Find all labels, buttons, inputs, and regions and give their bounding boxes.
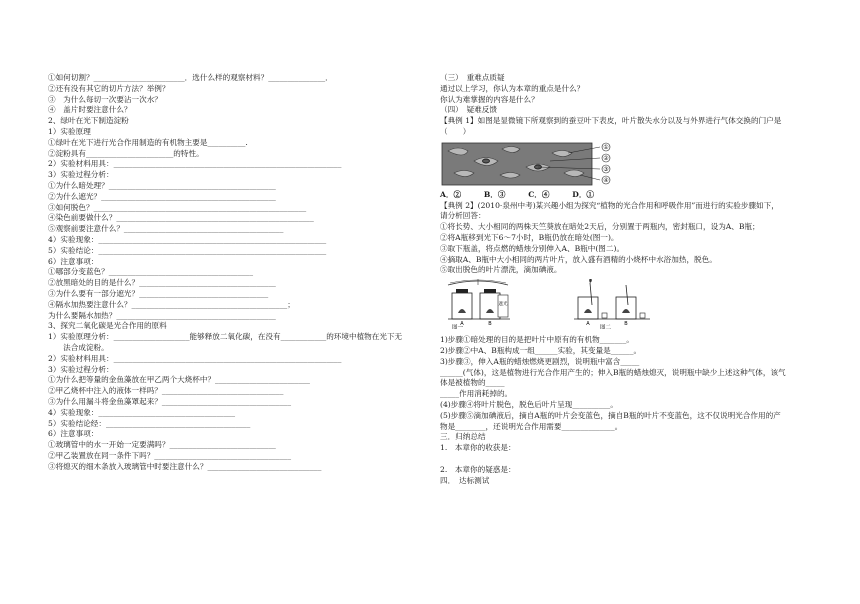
left-column-line: 5）实验结论经：______________________________________ <box>48 418 251 428</box>
experiment-apparatus-figure <box>440 279 700 329</box>
right-bottom-line: 2)步骤②中A、B瓶构成一组______实验，其变量是______。 <box>440 345 642 355</box>
leaf-label-3: ③ <box>603 165 609 173</box>
left-column-line: 2）实验材料用具：____________________________________________________________ <box>48 353 342 363</box>
right-bottom-line: 三．归纳总结 <box>440 432 486 442</box>
left-column-line: ①玻璃管中的水一开始一定要满吗？____________________________ <box>48 440 276 450</box>
jar-label-a1: A <box>460 321 464 328</box>
left-column-line: ⑤观察前要注意什么？__________________________________________ <box>48 224 284 234</box>
right-mid-line: ④摘取A、B瓶中大小相同的两片叶片，放入盛有酒精的小烧杯中水浴加热，脱色。 <box>440 254 717 264</box>
right-bottom-line <box>440 454 820 465</box>
right-mid-line: 【典例 2】(2010·泉州中考)某兴趣小组为探究“植物的光合作用和呼吸作用”而进行的实验步骤如下， <box>440 200 779 210</box>
jar-label-a2: A <box>586 321 590 328</box>
right-bottom-line: 1. 本章你的收获是： <box>440 443 516 453</box>
right-top-line: 【典例 1】如图是显微镜下所观察到的蚕豆叶下表皮，叶片散失水分以及与外界进行气体交换的门户是 <box>440 116 782 126</box>
figure-two-jars <box>574 279 650 329</box>
left-column-line: 1）实验原理分析：____________________能够释放二氧化碳，在没有____________的环境中植物在光下无 <box>48 332 403 342</box>
left-column-line: ③将熄灭的细木条放入玻璃管中时要注意什么？______________________________ <box>48 461 322 471</box>
left-column-line: ①为什么把等量的金鱼藻放在甲乙两个大烧杯中？_________________________ <box>48 375 310 385</box>
left-column-line: ①哪部分变蓝色？______________________________________ <box>48 267 254 277</box>
right-mid-line: ③取下瓶盖，将点燃的蜡烛分别伸入A、B瓶中(图二)。 <box>440 243 625 253</box>
left-column-line: ②还有没有其它的切片方法？举例？ <box>48 83 170 93</box>
right-bottom-line: 1)步骤①暗处理的目的是把叶片中原有的有机物_______。 <box>440 335 634 345</box>
left-column-line: 法合成淀粉。 <box>48 342 109 352</box>
example1-figure <box>440 141 820 187</box>
right-bottom-line: (4)步骤④将叶片脱色，脱色后叶片呈现__________。 <box>440 399 618 409</box>
leaf-label-1: ① <box>603 143 609 151</box>
left-column-line: ③为什么要有一部分遮光？__________________________________ <box>48 288 269 298</box>
left-column-line: 为什么要隔水加热？__________________________________________ <box>48 310 276 320</box>
right-bottom-line: ______(气体)，这是植物进行光合作用产生的；伸入B瓶的蜡烛熄灭，说明瓶中缺少上述这种气体，该气 <box>440 367 786 377</box>
right-mid-line: A．② B．③ C．④ D．① <box>440 189 595 199</box>
left-column-line: ①绿叶在光下进行光合作用制造的有机物主要是__________. <box>48 137 248 147</box>
left-column-line: ①如何切割？________________________．选什么样的观察材料？_______________． <box>48 73 333 82</box>
jar-label-b1: B <box>488 321 492 328</box>
left-column-line: ④染色前要做什么？____________________________________________________ <box>48 213 314 223</box>
left-column-line: 6）注意事项： <box>48 256 99 266</box>
left-column-line: 3）实验过程分析： <box>48 364 114 374</box>
left-column-line: 4）实验现象：____________________________________________________________ <box>48 234 327 244</box>
right-mid-line: 请分析回答： <box>440 211 486 221</box>
left-column-line: 3、探究二氧化碳是光合作用的原料 <box>48 321 167 331</box>
left-column-line: ③为什么用漏斗将金鱼藻罩起来？__________________________________ <box>48 396 291 406</box>
left-column-line: ①为什么暗处理？____________________________________________ <box>48 180 276 190</box>
right-bottom-line: 物是________，还说明光合作用需要______________。 <box>440 421 623 431</box>
right-mid-line: ①将长势、大小相同的两株天竺葵放在暗处2天后，分别置于两瓶内，密封瓶口，设为A、B瓶； <box>440 222 760 232</box>
left-column-line: 6）注意事项： <box>48 429 99 439</box>
right-bottom-line: (5)步骤⑤滴加碘液后，摘自A瓶的叶片会变蓝色，摘自B瓶的叶片不变蓝色，这不仅说明光合作用的产 <box>440 410 781 420</box>
leaf-label-2: ② <box>603 154 609 162</box>
left-column-line: 2）实验材料用具：____________________________________________________________ <box>48 159 342 169</box>
right-top-line: （四） 疑难反馈 <box>440 105 497 115</box>
left-column-line: ④隔水加热要注意什么？_________________________________________； <box>48 299 295 309</box>
questions-and-summary-section <box>440 335 820 486</box>
right-mid-line: ②将A瓶移到光下6～7小时，B瓶仍放在暗处(图一)。 <box>440 232 619 242</box>
figure-one-jars <box>448 279 510 329</box>
left-column-line: ②淀粉具有_______________________的特性。 <box>48 148 204 158</box>
figure-one-caption: 图一 <box>452 325 464 330</box>
left-column-line: ③ 为什么每切一次要沾一次水？ <box>48 94 162 104</box>
left-column-line: ②为什么遮光？______________________________________________ <box>48 191 276 201</box>
left-column-line: 2、绿叶在光下制造淀粉 <box>48 116 129 126</box>
right-top-line: 你认为难掌握的内容是什么？ <box>440 94 539 104</box>
left-column-line: 5）实验结论：____________________________________________________________ <box>48 245 327 255</box>
leaf-epidermis-micrograph <box>440 141 630 187</box>
right-top-line: （ ） <box>440 126 471 136</box>
figure-two-caption: 图二 <box>600 325 612 330</box>
left-column-line: ②放黑暗处的目的是什么？____________________________________ <box>48 278 276 288</box>
right-bottom-line: _____作用消耗掉的。 <box>440 389 513 399</box>
right-bottom-line: 四． 达标测试 <box>440 475 490 485</box>
right-column <box>440 73 820 486</box>
example2-section <box>440 190 820 276</box>
right-bottom-line: 2. 本章你的疑惑是： <box>440 464 516 474</box>
left-column-line: 3）实验过程分析： <box>48 170 114 180</box>
key-points-section <box>440 73 820 138</box>
left-column <box>48 73 420 472</box>
left-column-line: ②甲乙烧杯中注入的液体一样吗？________________________________ <box>48 386 284 396</box>
right-bottom-line: 体是被植物的_____ <box>440 378 505 388</box>
left-column-line: 4）实验现象：____________________________________ <box>48 407 236 417</box>
dark-box-label: 遮光 <box>498 302 508 308</box>
left-column-line: ③如何脱色？________________________________________________________ <box>48 202 307 212</box>
right-mid-line: ⑤取出脱色的叶片漂洗，滴加碘液。 <box>440 265 562 275</box>
leaf-label-4: ④ <box>603 176 609 184</box>
right-top-line: （三） 重难点质疑 <box>440 73 505 82</box>
jar-label-b2: B <box>624 321 628 328</box>
left-column-line: ②甲乙装置放在同一条件下吗？____________________________________ <box>48 450 291 460</box>
right-top-line: 通过以上学习，你认为本章的重点是什么？ <box>440 83 585 93</box>
left-column-line: ④ 盖片时要注意什么？ <box>48 105 132 115</box>
left-column-line: 1）实验原理 <box>48 126 91 136</box>
right-bottom-line: 3)步骤③，伸入A瓶的蜡烛燃烧更剧烈，说明瓶中富含_____ <box>440 356 640 366</box>
